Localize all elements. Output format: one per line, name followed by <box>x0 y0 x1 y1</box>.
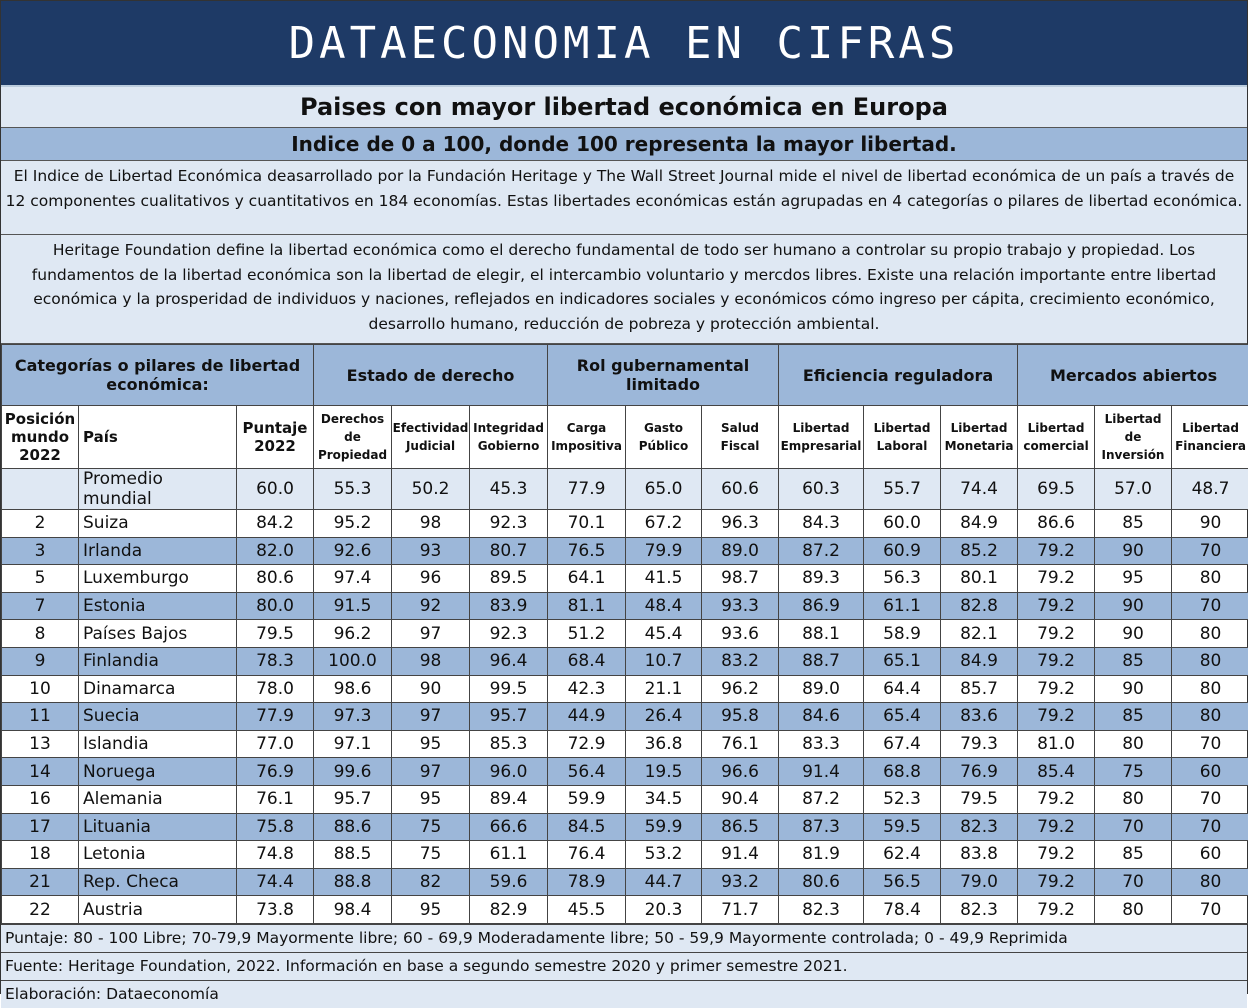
value-cell: 89.5 <box>470 565 548 593</box>
table-row <box>2 813 1248 841</box>
category-pillars: Categorías o pilares de libertad económica: <box>2 345 314 406</box>
value-cell: 77.9 <box>237 703 314 731</box>
score-scale-note: Puntaje: 80 - 100 Libre; 70-79,9 Mayormente libre; 60 - 69,9 Moderadamente libre; 50 - 59,9 Mayormente controlada; 0 - 49,9 Reprimida <box>1 924 1247 952</box>
value-cell: 79.2 <box>1018 703 1095 731</box>
value-cell: 96.3 <box>702 510 779 538</box>
value-cell: 68.8 <box>864 758 941 786</box>
value-cell: 48.4 <box>626 592 702 620</box>
category-open-markets: Mercados abiertos <box>1018 345 1248 406</box>
value-cell: 73.8 <box>237 896 314 924</box>
value-cell: 79.2 <box>1018 813 1095 841</box>
value-cell: 87.2 <box>779 537 864 565</box>
value-cell: 83.3 <box>779 730 864 758</box>
value-cell: 81.1 <box>548 592 626 620</box>
value-cell: 52.3 <box>864 785 941 813</box>
value-cell: 70 <box>1172 785 1248 813</box>
value-cell: 62.4 <box>864 841 941 869</box>
value-cell: 83.6 <box>941 703 1018 731</box>
table-body <box>2 469 1248 924</box>
value-cell: 81.9 <box>779 841 864 869</box>
value-cell: 76.1 <box>237 785 314 813</box>
column-header: Carga Impositiva <box>548 406 626 469</box>
value-cell: 82.3 <box>779 896 864 924</box>
value-cell: 41.5 <box>626 565 702 593</box>
value-cell: 59.9 <box>626 813 702 841</box>
value-cell: 77.0 <box>237 730 314 758</box>
value-cell: 85 <box>1095 841 1172 869</box>
value-cell: 89.0 <box>779 675 864 703</box>
value-cell: 95.7 <box>314 785 392 813</box>
value-cell: 11 <box>2 703 79 731</box>
value-cell: 64.4 <box>864 675 941 703</box>
value-cell: 60.0 <box>864 510 941 538</box>
country-cell: Austria <box>79 896 237 924</box>
value-cell: 99.5 <box>470 675 548 703</box>
value-cell: 51.2 <box>548 620 626 648</box>
value-cell: 75.8 <box>237 813 314 841</box>
value-cell: 59.6 <box>470 868 548 896</box>
value-cell: 53.2 <box>626 841 702 869</box>
value-cell: 98 <box>392 510 470 538</box>
column-header: País <box>79 406 237 469</box>
table-row <box>2 565 1248 593</box>
country-cell: Estonia <box>79 592 237 620</box>
value-cell: 60.0 <box>237 469 314 510</box>
country-cell: Lituania <box>79 813 237 841</box>
value-cell: 86.9 <box>779 592 864 620</box>
column-header: Derechos de Propiedad <box>314 406 392 469</box>
value-cell: 79.2 <box>1018 647 1095 675</box>
value-cell: 56.4 <box>548 758 626 786</box>
table-row <box>2 620 1248 648</box>
value-cell: 84.9 <box>941 510 1018 538</box>
value-cell: 80.6 <box>779 868 864 896</box>
country-cell: Países Bajos <box>79 620 237 648</box>
table-row <box>2 592 1248 620</box>
table-row <box>2 703 1248 731</box>
value-cell: 80 <box>1172 703 1248 731</box>
value-cell: 84.3 <box>779 510 864 538</box>
value-cell: 85.3 <box>470 730 548 758</box>
value-cell: 75 <box>1095 758 1172 786</box>
value-cell: 75 <box>392 841 470 869</box>
value-cell: 80 <box>1095 785 1172 813</box>
value-cell: 79.2 <box>1018 565 1095 593</box>
value-cell: 79.3 <box>941 730 1018 758</box>
value-cell: 61.1 <box>864 592 941 620</box>
value-cell: 85.2 <box>941 537 1018 565</box>
value-cell: 65.0 <box>626 469 702 510</box>
value-cell: 74.8 <box>237 841 314 869</box>
value-cell: 19.5 <box>626 758 702 786</box>
table-row <box>2 896 1248 924</box>
category-header-row <box>2 345 1248 406</box>
column-header: Efectividad Judicial <box>392 406 470 469</box>
value-cell: 92.6 <box>314 537 392 565</box>
value-cell: 65.1 <box>864 647 941 675</box>
intro-paragraph: El Indice de Libertad Económica deasarrollado por la Fundación Heritage y The Wall Street Journal mide el nivel de libertad económica de un país a través de 12 componentes cualitativos y cuantitativos en 184 economías. Estas libertades económicas están agrupadas en 4 categorías o pilares de libertad económica. <box>1 161 1247 235</box>
value-cell: 45.3 <box>470 469 548 510</box>
column-header: Libertad Laboral <box>864 406 941 469</box>
value-cell: 64.1 <box>548 565 626 593</box>
value-cell: 76.1 <box>702 730 779 758</box>
country-cell: Suecia <box>79 703 237 731</box>
value-cell: 90 <box>392 675 470 703</box>
value-cell: 59.9 <box>548 785 626 813</box>
value-cell: 70 <box>1172 896 1248 924</box>
value-cell: 71.7 <box>702 896 779 924</box>
value-cell: 74.4 <box>237 868 314 896</box>
country-cell: Rep. Checa <box>79 868 237 896</box>
value-cell: 85 <box>1095 647 1172 675</box>
value-cell: 55.3 <box>314 469 392 510</box>
table-row <box>2 537 1248 565</box>
value-cell: 70 <box>1095 813 1172 841</box>
value-cell: 93 <box>392 537 470 565</box>
value-cell: 98 <box>392 647 470 675</box>
value-cell: 79.5 <box>941 785 1018 813</box>
value-cell: 88.8 <box>314 868 392 896</box>
value-cell <box>2 469 79 510</box>
value-cell: 2 <box>2 510 79 538</box>
country-cell: Promedio mundial <box>79 469 237 510</box>
value-cell: 98.7 <box>702 565 779 593</box>
value-cell: 45.4 <box>626 620 702 648</box>
value-cell: 91.4 <box>779 758 864 786</box>
column-header: Libertad de Inversión <box>1095 406 1172 469</box>
table-row <box>2 730 1248 758</box>
value-cell: 42.3 <box>548 675 626 703</box>
value-cell: 83.8 <box>941 841 1018 869</box>
value-cell: 68.4 <box>548 647 626 675</box>
value-cell: 17 <box>2 813 79 841</box>
value-cell: 67.4 <box>864 730 941 758</box>
value-cell: 84.2 <box>237 510 314 538</box>
column-header: Libertad Financiera <box>1172 406 1248 469</box>
column-header-row <box>2 406 1248 469</box>
value-cell: 84.9 <box>941 647 1018 675</box>
definition-paragraph: Heritage Foundation define la libertad económica como el derecho fundamental de todo ser humano a controlar su propio trabajo y propiedad. Los fundamentos de la libertad económica son la libertad de elegir, el intercambio voluntario y mercdos libres. Existe una relación importante entre libertad económica y la prosperidad de individuos y naciones, reflejados en indicadores sociales y económicos cómo ingreso per cápita, crecimiento económico, desarrollo humano, reducción de pobreza y protección ambiental. <box>1 235 1247 344</box>
value-cell: 80 <box>1172 565 1248 593</box>
value-cell: 96 <box>392 565 470 593</box>
value-cell: 70 <box>1172 592 1248 620</box>
value-cell: 20.3 <box>626 896 702 924</box>
value-cell: 80.6 <box>237 565 314 593</box>
value-cell: 69.5 <box>1018 469 1095 510</box>
value-cell: 74.4 <box>941 469 1018 510</box>
value-cell: 76.9 <box>237 758 314 786</box>
table-row <box>2 785 1248 813</box>
value-cell: 79.2 <box>1018 592 1095 620</box>
value-cell: 7 <box>2 592 79 620</box>
author-note: Elaboración: Dataeconomía <box>1 980 1247 1008</box>
country-cell: Finlandia <box>79 647 237 675</box>
value-cell: 75 <box>392 813 470 841</box>
value-cell: 99.6 <box>314 758 392 786</box>
country-cell: Noruega <box>79 758 237 786</box>
value-cell: 79.2 <box>1018 896 1095 924</box>
value-cell: 93.2 <box>702 868 779 896</box>
value-cell: 91.5 <box>314 592 392 620</box>
value-cell: 89.0 <box>702 537 779 565</box>
value-cell: 56.3 <box>864 565 941 593</box>
value-cell: 76.9 <box>941 758 1018 786</box>
column-header: Libertad Empresarial <box>779 406 864 469</box>
value-cell: 80 <box>1095 896 1172 924</box>
value-cell: 80 <box>1172 620 1248 648</box>
value-cell: 65.4 <box>864 703 941 731</box>
table-row <box>2 841 1248 869</box>
page-subtitle: Indice de 0 a 100, donde 100 representa la mayor libertad. <box>1 128 1247 161</box>
value-cell: 96.4 <box>470 647 548 675</box>
value-cell: 97.1 <box>314 730 392 758</box>
value-cell: 59.5 <box>864 813 941 841</box>
value-cell: 95 <box>392 785 470 813</box>
table-row <box>2 510 1248 538</box>
value-cell: 88.1 <box>779 620 864 648</box>
value-cell: 9 <box>2 647 79 675</box>
value-cell: 66.6 <box>470 813 548 841</box>
value-cell: 80.7 <box>470 537 548 565</box>
value-cell: 95 <box>1095 565 1172 593</box>
value-cell: 96.6 <box>702 758 779 786</box>
value-cell: 82.9 <box>470 896 548 924</box>
column-header: Puntaje 2022 <box>237 406 314 469</box>
value-cell: 98.4 <box>314 896 392 924</box>
value-cell: 44.9 <box>548 703 626 731</box>
source-note: Fuente: Heritage Foundation, 2022. Información en base a segundo semestre 2020 y primer semestre 2021. <box>1 952 1247 980</box>
column-header: Libertad comercial <box>1018 406 1095 469</box>
value-cell: 79.9 <box>626 537 702 565</box>
value-cell: 78.9 <box>548 868 626 896</box>
value-cell: 79.2 <box>1018 785 1095 813</box>
country-cell: Alemania <box>79 785 237 813</box>
value-cell: 82 <box>392 868 470 896</box>
country-cell: Suiza <box>79 510 237 538</box>
value-cell: 83.2 <box>702 647 779 675</box>
value-cell: 21.1 <box>626 675 702 703</box>
value-cell: 48.7 <box>1172 469 1248 510</box>
value-cell: 60 <box>1172 758 1248 786</box>
value-cell: 58.9 <box>864 620 941 648</box>
country-cell: Islandia <box>79 730 237 758</box>
value-cell: 86.6 <box>1018 510 1095 538</box>
freedom-table <box>1 344 1248 924</box>
value-cell: 93.3 <box>702 592 779 620</box>
category-regulatory-efficiency: Eficiencia reguladora <box>779 345 1018 406</box>
category-gov-size: Rol gubernamental limitado <box>548 345 779 406</box>
value-cell: 5 <box>2 565 79 593</box>
value-cell: 89.4 <box>470 785 548 813</box>
table-row <box>2 675 1248 703</box>
value-cell: 10.7 <box>626 647 702 675</box>
value-cell: 97 <box>392 620 470 648</box>
table-row <box>2 868 1248 896</box>
value-cell: 96.2 <box>314 620 392 648</box>
value-cell: 84.5 <box>548 813 626 841</box>
value-cell: 79.2 <box>1018 675 1095 703</box>
value-cell: 90 <box>1095 620 1172 648</box>
value-cell: 82.0 <box>237 537 314 565</box>
value-cell: 100.0 <box>314 647 392 675</box>
value-cell: 80 <box>1172 647 1248 675</box>
column-header: Salud Fiscal <box>702 406 779 469</box>
value-cell: 85.4 <box>1018 758 1095 786</box>
column-header: Posición mundo 2022 <box>2 406 79 469</box>
value-cell: 79.2 <box>1018 868 1095 896</box>
value-cell: 93.6 <box>702 620 779 648</box>
value-cell: 3 <box>2 537 79 565</box>
value-cell: 79.0 <box>941 868 1018 896</box>
value-cell: 36.8 <box>626 730 702 758</box>
value-cell: 78.4 <box>864 896 941 924</box>
value-cell: 97 <box>392 758 470 786</box>
value-cell: 82.1 <box>941 620 1018 648</box>
column-header: Integridad Gobierno <box>470 406 548 469</box>
value-cell: 80 <box>1172 675 1248 703</box>
value-cell: 70 <box>1172 813 1248 841</box>
value-cell: 45.5 <box>548 896 626 924</box>
value-cell: 44.7 <box>626 868 702 896</box>
value-cell: 82.3 <box>941 896 1018 924</box>
value-cell: 60.9 <box>864 537 941 565</box>
value-cell: 87.2 <box>779 785 864 813</box>
value-cell: 10 <box>2 675 79 703</box>
value-cell: 90 <box>1095 675 1172 703</box>
value-cell: 97 <box>392 703 470 731</box>
value-cell: 16 <box>2 785 79 813</box>
value-cell: 83.9 <box>470 592 548 620</box>
page-title: Paises con mayor libertad económica en Europa <box>1 87 1247 128</box>
value-cell: 96.0 <box>470 758 548 786</box>
value-cell: 8 <box>2 620 79 648</box>
value-cell: 76.5 <box>548 537 626 565</box>
value-cell: 98.6 <box>314 675 392 703</box>
value-cell: 95 <box>392 896 470 924</box>
country-cell: Letonia <box>79 841 237 869</box>
value-cell: 57.0 <box>1095 469 1172 510</box>
value-cell: 50.2 <box>392 469 470 510</box>
value-cell: 77.9 <box>548 469 626 510</box>
value-cell: 79.2 <box>1018 841 1095 869</box>
value-cell: 88.5 <box>314 841 392 869</box>
value-cell: 79.2 <box>1018 537 1095 565</box>
value-cell: 26.4 <box>626 703 702 731</box>
value-cell: 95.7 <box>470 703 548 731</box>
value-cell: 85 <box>1095 510 1172 538</box>
value-cell: 95.8 <box>702 703 779 731</box>
value-cell: 92.3 <box>470 620 548 648</box>
value-cell: 88.7 <box>779 647 864 675</box>
value-cell: 85 <box>1095 703 1172 731</box>
value-cell: 90 <box>1172 510 1248 538</box>
value-cell: 82.3 <box>941 813 1018 841</box>
value-cell: 76.4 <box>548 841 626 869</box>
value-cell: 72.9 <box>548 730 626 758</box>
country-cell: Dinamarca <box>79 675 237 703</box>
country-cell: Luxemburgo <box>79 565 237 593</box>
table-row <box>2 758 1248 786</box>
value-cell: 89.3 <box>779 565 864 593</box>
value-cell: 34.5 <box>626 785 702 813</box>
value-cell: 90 <box>1095 537 1172 565</box>
value-cell: 87.3 <box>779 813 864 841</box>
value-cell: 70 <box>1095 868 1172 896</box>
value-cell: 79.2 <box>1018 620 1095 648</box>
banner-title: DATAECONOMIA EN CIFRAS <box>289 18 960 69</box>
column-header: Libertad Monetaria <box>941 406 1018 469</box>
value-cell: 18 <box>2 841 79 869</box>
value-cell: 91.4 <box>702 841 779 869</box>
value-cell: 55.7 <box>864 469 941 510</box>
value-cell: 60.6 <box>702 469 779 510</box>
value-cell: 80.0 <box>237 592 314 620</box>
value-cell: 92.3 <box>470 510 548 538</box>
value-cell: 70 <box>1172 730 1248 758</box>
value-cell: 67.2 <box>626 510 702 538</box>
value-cell: 90.4 <box>702 785 779 813</box>
value-cell: 13 <box>2 730 79 758</box>
value-cell: 61.1 <box>470 841 548 869</box>
value-cell: 70 <box>1172 537 1248 565</box>
value-cell: 80 <box>1172 868 1248 896</box>
value-cell: 14 <box>2 758 79 786</box>
value-cell: 80 <box>1095 730 1172 758</box>
value-cell: 85.7 <box>941 675 1018 703</box>
column-header: Gasto Público <box>626 406 702 469</box>
value-cell: 70.1 <box>548 510 626 538</box>
value-cell: 86.5 <box>702 813 779 841</box>
value-cell: 84.6 <box>779 703 864 731</box>
value-cell: 60.3 <box>779 469 864 510</box>
value-cell: 22 <box>2 896 79 924</box>
country-cell: Irlanda <box>79 537 237 565</box>
value-cell: 60 <box>1172 841 1248 869</box>
value-cell: 97.3 <box>314 703 392 731</box>
value-cell: 88.6 <box>314 813 392 841</box>
value-cell: 78.0 <box>237 675 314 703</box>
value-cell: 95 <box>392 730 470 758</box>
value-cell: 81.0 <box>1018 730 1095 758</box>
table-row <box>2 647 1248 675</box>
value-cell: 82.8 <box>941 592 1018 620</box>
value-cell: 92 <box>392 592 470 620</box>
banner <box>1 1 1247 87</box>
value-cell: 90 <box>1095 592 1172 620</box>
value-cell: 21 <box>2 868 79 896</box>
category-rule-of-law: Estado de derecho <box>314 345 548 406</box>
value-cell: 95.2 <box>314 510 392 538</box>
value-cell: 79.5 <box>237 620 314 648</box>
value-cell: 96.2 <box>702 675 779 703</box>
average-row <box>2 469 1248 510</box>
value-cell: 80.1 <box>941 565 1018 593</box>
value-cell: 78.3 <box>237 647 314 675</box>
value-cell: 56.5 <box>864 868 941 896</box>
value-cell: 97.4 <box>314 565 392 593</box>
